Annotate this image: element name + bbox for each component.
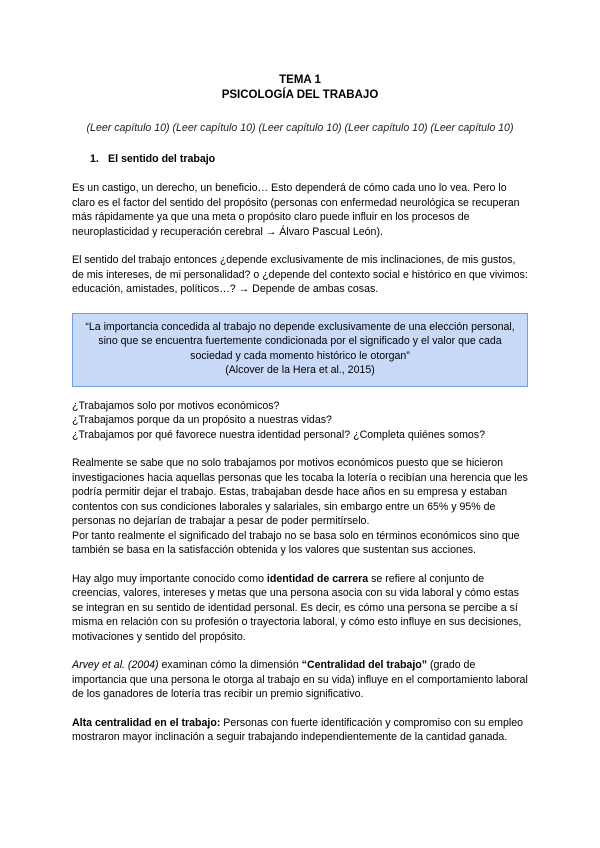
question-item: ¿Trabajamos porque da un propósito a nuestras vidas? xyxy=(72,414,332,426)
paragraph-lottery xyxy=(72,456,528,558)
question-item: ¿Trabajamos por qué favorece nuestra identidad personal? ¿Completa quiénes somos? xyxy=(72,428,485,441)
quote-box xyxy=(72,313,528,387)
paragraph-arvey xyxy=(72,658,528,702)
paragraph-career-identity xyxy=(72,572,528,645)
questions-list xyxy=(72,399,528,443)
arvey-citation: Arvey et al. (2004) xyxy=(72,659,159,671)
question-item: ¿Trabajamos solo por motivos económicos? xyxy=(72,399,280,412)
arvey-text-mid: examinan cómo la dimensión xyxy=(158,659,302,671)
paragraph-context: El sentido del trabajo entonces ¿depende exclusivamente de mis inclinaciones, de mis gustos, de mis intereses, de mi personalidad? o ¿depende del contexto social e histórico en que vivimos: educación, amistades, políticos…? → Depende de ambas cosas. xyxy=(72,254,528,295)
high-centrality-term: Alta centralidad en el trabajo: xyxy=(72,716,221,729)
reading-reference: (Leer capítulo 10) (Leer capítulo 10) (Leer capítulo 10) (Leer capítulo 10) (Leer capítulo 10) xyxy=(86,122,514,134)
quote-source: (Alcover de la Hera et al., 2015) xyxy=(225,364,375,376)
document-subtitle: PSICOLOGÍA DEL TRABAJO xyxy=(221,89,379,101)
paragraph-intro: Es un castigo, un derecho, un beneficio… Esto dependerá de cómo cada uno lo vea. Pero lo claro es el factor del sentido del propósito (personas con enfermedad neurológica se recuperan más rápidamente ya que una meta o propósito claro puede influir en los procesos de neuroplasticidad y recuperación cerebral → Álvaro Pascual León). xyxy=(72,182,520,238)
section-number: 1. xyxy=(90,152,99,165)
document-title: TEMA 1 xyxy=(279,74,321,86)
arvey-text-after: (grado de importancia que una persona le otorga al trabajo en su vida) influye en el comportamiento laboral de los ganadores de lotería tras recibir un premio significativo. xyxy=(72,659,528,700)
high-centrality-text: Personas con fuerte identificación y compromiso con su empleo mostraron mayor inclinación a seguir trabajando independientemente de la cantidad ganada. xyxy=(72,716,524,743)
section-title: El sentido del trabajo xyxy=(108,152,216,165)
paragraph-high-centrality xyxy=(72,716,528,745)
paragraph-lottery-b: Por tanto realmente el significado del trabajo no se basa solo en términos económicos sino que también se basa en la satisfacción obtenida y los valores que sustentan sus acciones. xyxy=(72,529,520,556)
work-centrality-term: “Centralidad del trabajo” xyxy=(301,659,428,671)
paragraph-lottery-a: Realmente se sabe que no solo trabajamos por motivos económicos puesto que se hicieron investigaciones hacia aquellas personas que les tocaba la lotería o recibían una herencia que les podría permitir dejar el trabajo. Estas, trabajaban desde hace años en su empresa y estaban contentos con sus condiciones laborales y salariales, sin embargo entre un 65% y 95% de personas no dejarían de trabajar a pesar de poder permitírselo. xyxy=(72,457,528,527)
career-text-after: se refiere al conjunto de creencias, valores, intereses y metas que una persona asocia con su vida laboral y cómo estas se integran en su sentido de identidad personal. Es decir, es cómo una persona se percibe a sí misma en relación con su profesión o trayectoria laboral, y cómo esto influye en sus decisiones, motivaciones y sentido del propósito. xyxy=(72,572,522,643)
career-text-before: Hay algo muy importante conocido como xyxy=(72,572,267,585)
section-heading xyxy=(72,152,528,167)
career-identity-term: identidad de carrera xyxy=(266,572,369,585)
quote-text: “La importancia concedida al trabajo no depende exclusivamente de una elección personal, sino que se encuentra fuertemente condicionada por el significado y el valor que cada sociedad y cada momento histórico le otorgan” xyxy=(85,320,515,362)
